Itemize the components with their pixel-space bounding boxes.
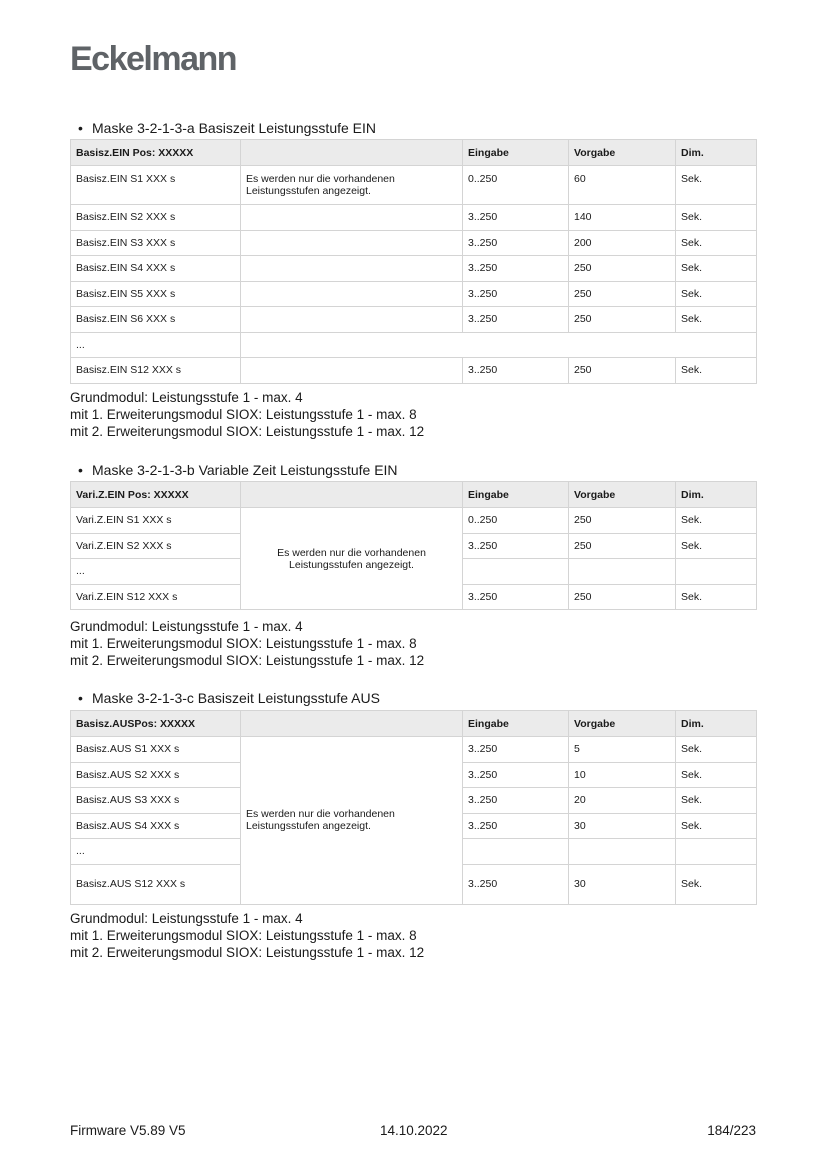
- row-dim: Sek.: [676, 281, 757, 307]
- note-line: mit 1. Erweiterungsmodul SIOX: Leistungsstufe 1 - max. 8: [70, 928, 417, 943]
- section-title-text: Maske 3-2-1-3-c Basiszeit Leistungsstufe AUS: [92, 690, 380, 706]
- row-name: Basisz.EIN S5 XXX s: [71, 281, 241, 307]
- row-input: 3..250: [463, 281, 569, 307]
- row-dim: Sek.: [676, 762, 757, 788]
- row-description: [241, 230, 463, 256]
- section-title-c: [78, 690, 380, 706]
- row-description: [241, 205, 463, 231]
- header-cell-dim: Dim.: [676, 482, 757, 508]
- header-cell-dim: Dim.: [676, 711, 757, 737]
- note-line: mit 1. Erweiterungsmodul SIOX: Leistungsstufe 1 - max. 8: [70, 407, 417, 422]
- footer-date: 14.10.2022: [380, 1123, 448, 1138]
- notes-b: [70, 618, 424, 669]
- bullet-icon: •: [78, 462, 83, 478]
- row-description: [241, 307, 463, 333]
- table-row: [71, 281, 757, 307]
- row-description: [241, 358, 463, 384]
- row-input: 3..250: [463, 737, 569, 763]
- header-cell-desc: [241, 140, 463, 166]
- row-input: 3..250: [463, 358, 569, 384]
- row-input: 0..250: [463, 166, 569, 205]
- row-default: [569, 559, 676, 585]
- eckelmann-logo: Eckelmann: [70, 40, 237, 78]
- table-row: [71, 358, 757, 384]
- row-name: ...: [71, 332, 241, 358]
- row-default: [569, 839, 676, 865]
- row-default: 140: [569, 205, 676, 231]
- row-dim: Sek.: [676, 256, 757, 282]
- table-row: [71, 166, 757, 205]
- row-name: Basisz.EIN S6 XXX s: [71, 307, 241, 333]
- table-header-row: [71, 482, 757, 508]
- row-name: Basisz.EIN S12 XXX s: [71, 358, 241, 384]
- row-description: [241, 281, 463, 307]
- row-description: Es werden nur die vorhandenen Leistungsstufen angezeigt.: [241, 166, 463, 205]
- table-row: [71, 230, 757, 256]
- row-dim: Sek.: [676, 358, 757, 384]
- header-cell-vorgabe: Vorgabe: [569, 140, 676, 166]
- row-default: 250: [569, 584, 676, 610]
- row-dim: Sek.: [676, 307, 757, 333]
- note-line: Grundmodul: Leistungsstufe 1 - max. 4: [70, 619, 303, 634]
- header-cell-eingabe: Eingabe: [463, 482, 569, 508]
- table-row: [71, 737, 757, 763]
- row-default: 250: [569, 358, 676, 384]
- row-input: 3..250: [463, 205, 569, 231]
- row-description: [241, 256, 463, 282]
- header-cell-pos: Basisz.AUSPos: XXXXX: [71, 711, 241, 737]
- mask-table-a: [70, 139, 757, 384]
- table-header-row: [71, 140, 757, 166]
- row-dim: Sek.: [676, 788, 757, 814]
- row-name: Vari.Z.EIN S2 XXX s: [71, 533, 241, 559]
- row-ellipsis-span: [241, 332, 757, 358]
- notes-a: [70, 389, 424, 440]
- row-name: Basisz.AUS S3 XXX s: [71, 788, 241, 814]
- row-dim: Sek.: [676, 205, 757, 231]
- row-default: 5: [569, 737, 676, 763]
- row-dim: Sek.: [676, 533, 757, 559]
- notes-c: [70, 910, 424, 961]
- note-line: Grundmodul: Leistungsstufe 1 - max. 4: [70, 911, 303, 926]
- note-line: mit 2. Erweiterungsmodul SIOX: Leistungsstufe 1 - max. 12: [70, 945, 425, 960]
- table-row: [71, 508, 757, 534]
- header-cell-vorgabe: Vorgabe: [569, 711, 676, 737]
- row-input: [463, 559, 569, 585]
- table-row: [71, 256, 757, 282]
- row-default: 200: [569, 230, 676, 256]
- row-input: 3..250: [463, 864, 569, 904]
- section-title-text: Maske 3-2-1-3-b Variable Zeit Leistungsstufe EIN: [92, 462, 398, 478]
- row-description: Es werden nur die vorhandenen Leistungsstufen angezeigt.: [241, 737, 463, 905]
- header-cell-dim: Dim.: [676, 140, 757, 166]
- header-cell-pos: Basisz.EIN Pos: XXXXX: [71, 140, 241, 166]
- note-line: Grundmodul: Leistungsstufe 1 - max. 4: [70, 390, 303, 405]
- footer-firmware: Firmware V5.89 V5: [70, 1123, 186, 1138]
- row-default: 250: [569, 508, 676, 534]
- table-row: [71, 205, 757, 231]
- header-cell-eingabe: Eingabe: [463, 140, 569, 166]
- row-default: 250: [569, 533, 676, 559]
- row-dim: [676, 559, 757, 585]
- row-dim: Sek.: [676, 166, 757, 205]
- row-name: Basisz.AUS S2 XXX s: [71, 762, 241, 788]
- header-cell-desc: [241, 482, 463, 508]
- row-description: Es werden nur die vorhandenen Leistungsstufen angezeigt.: [241, 508, 463, 610]
- row-name: Basisz.EIN S2 XXX s: [71, 205, 241, 231]
- row-input: 0..250: [463, 508, 569, 534]
- row-input: 3..250: [463, 584, 569, 610]
- header-cell-pos: Vari.Z.EIN Pos: XXXXX: [71, 482, 241, 508]
- table-row: [71, 307, 757, 333]
- note-line: mit 2. Erweiterungsmodul SIOX: Leistungsstufe 1 - max. 12: [70, 653, 425, 668]
- row-dim: [676, 839, 757, 865]
- header-cell-eingabe: Eingabe: [463, 711, 569, 737]
- row-name: Basisz.EIN S4 XXX s: [71, 256, 241, 282]
- row-name: Basisz.EIN S1 XXX s: [71, 166, 241, 205]
- row-dim: Sek.: [676, 813, 757, 839]
- row-name: Basisz.AUS S12 XXX s: [71, 864, 241, 904]
- row-input: [463, 839, 569, 865]
- row-name: Vari.Z.EIN S12 XXX s: [71, 584, 241, 610]
- mask-table-b: [70, 481, 757, 610]
- row-default: 30: [569, 813, 676, 839]
- row-input: 3..250: [463, 788, 569, 814]
- row-default: 20: [569, 788, 676, 814]
- row-name: Basisz.EIN S3 XXX s: [71, 230, 241, 256]
- note-line: mit 2. Erweiterungsmodul SIOX: Leistungsstufe 1 - max. 12: [70, 424, 425, 439]
- row-name: Basisz.AUS S1 XXX s: [71, 737, 241, 763]
- mask-table-c: [70, 710, 757, 905]
- row-dim: Sek.: [676, 737, 757, 763]
- row-default: 250: [569, 281, 676, 307]
- row-input: 3..250: [463, 256, 569, 282]
- row-dim: Sek.: [676, 864, 757, 904]
- table-row: [71, 332, 757, 358]
- row-name: Basisz.AUS S4 XXX s: [71, 813, 241, 839]
- row-default: 250: [569, 307, 676, 333]
- bullet-icon: •: [78, 120, 83, 136]
- row-input: 3..250: [463, 307, 569, 333]
- note-line: mit 1. Erweiterungsmodul SIOX: Leistungsstufe 1 - max. 8: [70, 636, 417, 651]
- row-default: 250: [569, 256, 676, 282]
- bullet-icon: •: [78, 690, 83, 706]
- section-title-text: Maske 3-2-1-3-a Basiszeit Leistungsstufe EIN: [92, 120, 377, 136]
- section-title-a: [78, 120, 376, 136]
- footer-page-number: 184/223: [707, 1123, 756, 1138]
- row-input: 3..250: [463, 813, 569, 839]
- table-header-row: [71, 711, 757, 737]
- row-name: Vari.Z.EIN S1 XXX s: [71, 508, 241, 534]
- row-input: 3..250: [463, 533, 569, 559]
- row-default: 30: [569, 864, 676, 904]
- row-input: 3..250: [463, 230, 569, 256]
- section-title-b: [78, 462, 398, 478]
- header-cell-desc: [241, 711, 463, 737]
- row-name: ...: [71, 839, 241, 865]
- row-name: ...: [71, 559, 241, 585]
- row-default: 60: [569, 166, 676, 205]
- row-default: 10: [569, 762, 676, 788]
- row-dim: Sek.: [676, 508, 757, 534]
- row-dim: Sek.: [676, 584, 757, 610]
- header-cell-vorgabe: Vorgabe: [569, 482, 676, 508]
- row-input: 3..250: [463, 762, 569, 788]
- row-dim: Sek.: [676, 230, 757, 256]
